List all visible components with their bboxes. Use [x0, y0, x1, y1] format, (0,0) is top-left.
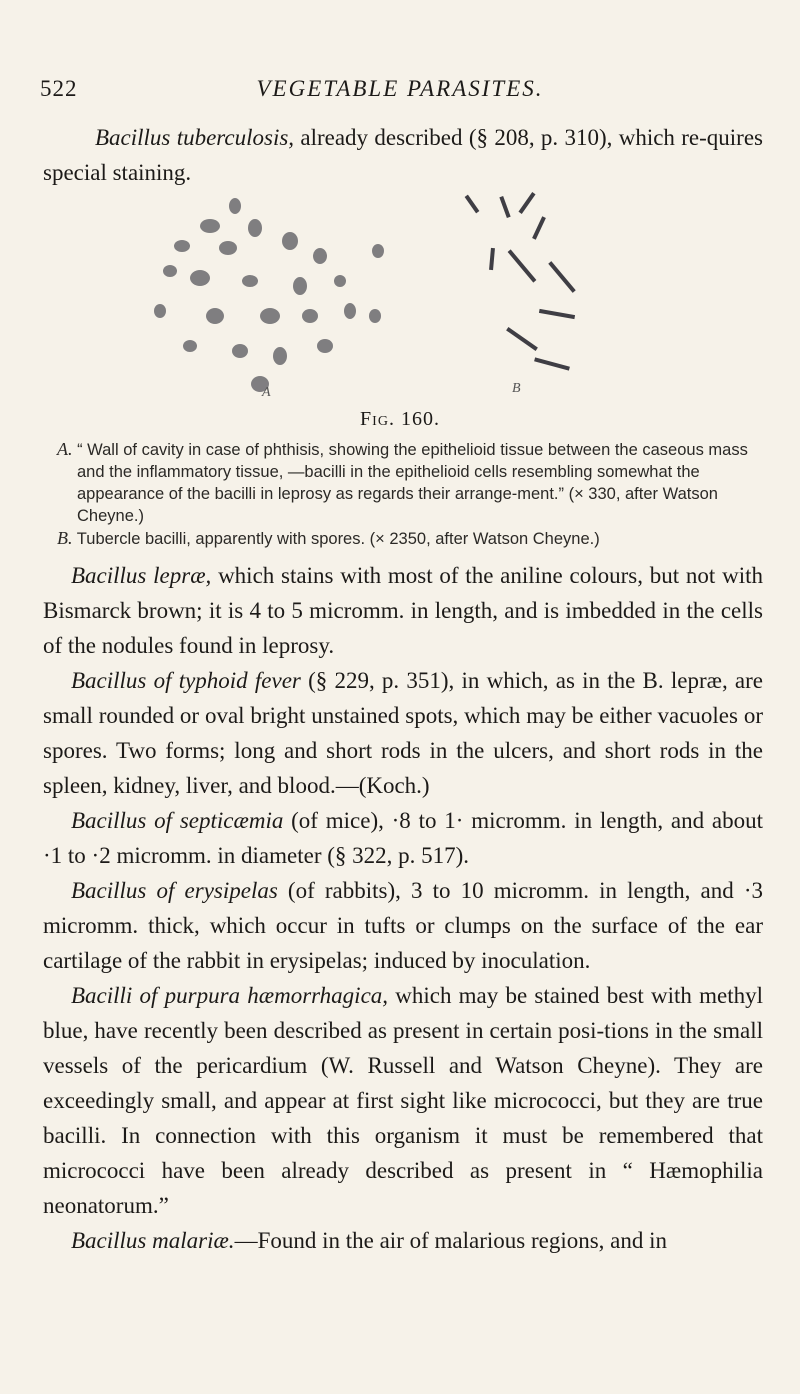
bacillus-name: Bacillus of septicæmia — [71, 808, 284, 833]
paragraph-septicaemia — [43, 803, 763, 873]
bacillus-name: Bacillus lepræ, — [71, 563, 212, 588]
bacillus-name: Bacillus malariæ. — [71, 1228, 235, 1253]
paragraph-malariae — [43, 1223, 763, 1258]
paragraph-erysipelas — [43, 873, 763, 978]
caption-b-text: Tubercle bacilli, apparently with spores. (× 2350, after Watson Cheyne.) — [76, 530, 600, 548]
caption-a-text: “ Wall of cavity in case of phthisis, showing the epithelioid tissue between the caseous mass and the inflammatory tissue, —bacilli in the epithelioid cells resembling somewhat the appearance of the bacilli in leprosy as regards their arrange-ment.” (× 330, after Watson Cheyne.) — [77, 441, 748, 525]
paragraph-text: (of rabbits), 3 to 10 micromm. in length, and ·3 micromm. thick, which occur in tufts or clumps on the surface of the ear cartilage of the rabbit in erysipelas; induced by inoculation. — [43, 878, 763, 973]
figure-panel-a — [154, 198, 384, 392]
caption-a — [57, 438, 757, 527]
page-number: 522 — [40, 76, 78, 101]
paragraph-text: (of mice), ·8 to 1· micromm. in length, and about ·1 to ·2 micromm. in diameter (§ 322, p. 517). — [43, 808, 763, 868]
intro-text: already described (§ 208, p. 310), which re-quires special staining. — [43, 125, 763, 185]
paragraph-text: which may be stained best with methyl blue, have recently been described as present in certain posi-tions in the small vessels of the pericardium (W. Russell and Watson Cheyne). They are exceedingly small, and appear at first sight like micrococci, but they are true bacilli. In connection with this organism it must be remembered that micrococci have been already described as present in “ Hæmophilia neonatorum.” — [43, 983, 763, 1218]
caption-b-label: B. — [57, 528, 73, 548]
panel-a-letter: A — [262, 385, 271, 396]
paragraph-typhoid — [43, 663, 763, 803]
panel-b-letter: B — [512, 381, 521, 396]
paragraph-text: —Found in the air of malarious regions, and in — [234, 1228, 668, 1253]
bacillus-name: Bacilli of purpura hæmorrhagica, — [71, 983, 389, 1008]
intro-bacillus-name: Bacillus tuberculosis, — [95, 125, 295, 150]
paragraph-leprae — [43, 558, 763, 663]
figure-panel-b — [465, 192, 576, 371]
intro-paragraph — [43, 120, 763, 190]
paragraph-text: which stains with most of the aniline colours, but not with Bismarck brown; it is 4 to 5 micromm. in length, and is imbedded in the cells of the nodules found in leprosy. — [43, 563, 763, 658]
bacillus-name: Bacillus of typhoid fever — [71, 668, 301, 693]
page-header — [40, 76, 760, 106]
caption-a-label: A. — [57, 439, 73, 459]
running-head: VEGETABLE PARASITES. — [256, 76, 544, 101]
caption-b — [57, 527, 757, 550]
paragraph-text: (§ 229, p. 351), in which, as in the B. lepræ, are small rounded or oval bright unstained spots, which may be either vacuoles or spores. Two forms; long and short rods in the ulcers, and short rods in the spleen, kidney, liver, and blood.—(Koch.) — [43, 668, 763, 798]
paragraph-purpura — [43, 978, 763, 1223]
main-text — [43, 558, 763, 1258]
figure-caption — [57, 438, 757, 550]
bacillus-name: Bacillus of erysipelas — [71, 878, 278, 903]
figure-title: Fig. 160. — [360, 408, 440, 430]
figure-160-illustration — [140, 186, 680, 396]
